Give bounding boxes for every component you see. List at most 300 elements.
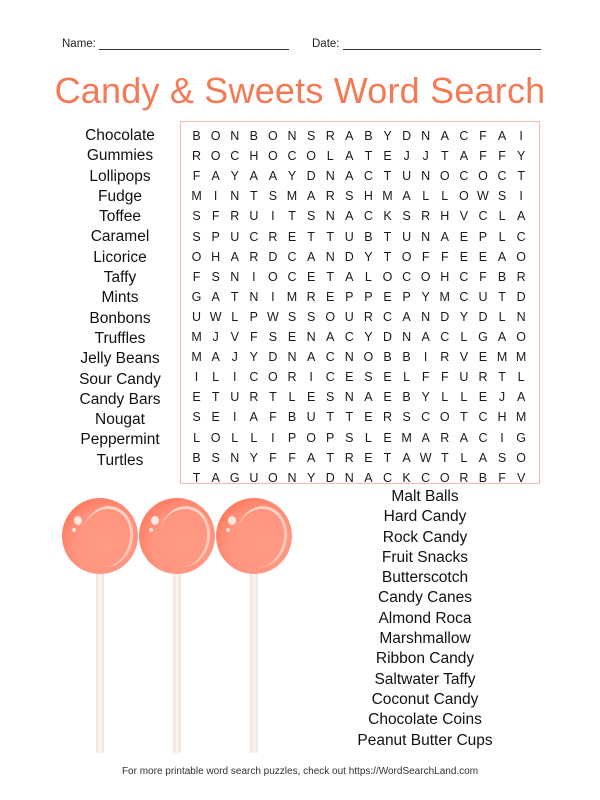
grid-cell[interactable]: R <box>478 370 488 385</box>
grid-cell[interactable]: A <box>326 330 335 344</box>
grid-cell[interactable]: S <box>211 269 220 284</box>
grid-cell[interactable]: R <box>421 209 431 224</box>
grid-cell[interactable]: E <box>306 269 316 284</box>
grid-cell[interactable]: F <box>479 149 487 164</box>
grid-cell[interactable]: D <box>325 470 335 485</box>
date-line[interactable] <box>343 39 541 50</box>
grid-cell[interactable]: S <box>287 309 297 324</box>
grid-cell[interactable]: C <box>249 229 259 244</box>
grid-cell[interactable]: L <box>231 309 239 324</box>
grid-cell[interactable]: L <box>403 370 411 385</box>
grid-cell[interactable]: F <box>440 249 449 264</box>
grid-cell[interactable]: V <box>230 330 239 344</box>
grid-cell[interactable]: O <box>420 269 431 284</box>
grid-cell[interactable]: T <box>326 229 335 244</box>
grid-cell[interactable]: M <box>439 289 450 304</box>
grid-cell[interactable]: F <box>479 269 487 284</box>
grid-cell[interactable]: I <box>500 430 504 445</box>
date-field[interactable] <box>312 38 541 50</box>
grid-cell[interactable]: A <box>249 169 258 184</box>
grid-cell[interactable]: L <box>460 330 468 344</box>
grid-cell[interactable]: D <box>306 169 316 184</box>
grid-cell[interactable]: P <box>402 289 411 304</box>
grid-cell[interactable]: O <box>458 189 469 204</box>
grid-cell[interactable]: R <box>192 149 202 164</box>
grid-cell[interactable]: S <box>497 189 507 204</box>
grid-cell[interactable]: S <box>211 450 220 465</box>
grid-cell[interactable]: L <box>498 309 506 324</box>
grid-cell[interactable]: Y <box>516 149 526 164</box>
grid-cell[interactable]: C <box>478 209 488 224</box>
grid-cell[interactable]: P <box>249 309 258 324</box>
grid-cell[interactable]: M <box>191 350 202 365</box>
grid-cell[interactable]: K <box>383 209 392 224</box>
grid-cell[interactable]: S <box>306 209 316 224</box>
grid-cell[interactable]: S <box>268 330 278 344</box>
grid-cell[interactable]: E <box>459 229 469 244</box>
grid-cell[interactable]: N <box>230 189 240 204</box>
grid-cell[interactable]: A <box>230 249 239 264</box>
grid-cell[interactable]: N <box>230 269 240 284</box>
grid-cell[interactable]: S <box>345 189 354 204</box>
grid-cell[interactable]: A <box>497 129 507 143</box>
grid-cell[interactable]: O <box>210 430 221 445</box>
grid-cell[interactable]: E <box>459 249 469 264</box>
grid-cell[interactable]: T <box>211 390 220 405</box>
grid-cell[interactable]: H <box>249 149 259 164</box>
grid-cell[interactable]: Y <box>249 450 258 465</box>
grid-cell[interactable]: A <box>440 129 449 143</box>
grid-cell[interactable]: J <box>422 149 429 164</box>
grid-cell[interactable]: R <box>249 249 259 264</box>
grid-cell[interactable]: E <box>287 330 297 344</box>
grid-cell[interactable]: R <box>363 309 373 324</box>
grid-cell[interactable]: N <box>421 129 431 143</box>
grid-cell[interactable]: F <box>250 330 258 344</box>
grid-cell[interactable]: R <box>382 410 392 425</box>
grid-cell[interactable]: F <box>269 450 277 465</box>
grid-cell[interactable]: J <box>231 350 238 365</box>
grid-cell[interactable]: T <box>288 209 296 224</box>
grid-cell[interactable]: M <box>286 289 298 304</box>
grid-cell[interactable]: I <box>194 370 199 385</box>
grid-cell[interactable]: E <box>326 289 335 304</box>
grid-cell[interactable]: E <box>287 229 297 244</box>
grid-cell[interactable]: B <box>249 129 258 143</box>
grid-cell[interactable]: N <box>249 289 259 304</box>
grid-cell[interactable]: G <box>191 289 202 304</box>
grid-cell[interactable]: B <box>402 390 411 405</box>
grid-cell[interactable]: A <box>345 269 354 284</box>
grid-cell[interactable]: A <box>421 430 430 445</box>
grid-cell[interactable]: A <box>516 390 526 405</box>
grid-cell[interactable]: Y <box>421 390 430 405</box>
grid-cell[interactable]: R <box>344 450 354 465</box>
grid-cell[interactable]: A <box>402 309 411 324</box>
grid-cell[interactable]: J <box>498 390 506 405</box>
grid-cell[interactable]: E <box>383 430 392 445</box>
grid-cell[interactable]: A <box>345 149 354 164</box>
grid-cell[interactable]: I <box>252 269 256 284</box>
grid-cell[interactable]: O <box>478 169 488 184</box>
grid-cell[interactable]: E <box>345 370 354 385</box>
grid-cell[interactable]: V <box>459 209 469 224</box>
grid-cell[interactable]: R <box>459 470 469 485</box>
grid-cell[interactable]: O <box>325 309 336 324</box>
grid-cell[interactable]: I <box>271 430 275 445</box>
grid-cell[interactable]: A <box>364 390 373 405</box>
grid-cell[interactable]: F <box>421 370 430 385</box>
grid-cell[interactable]: R <box>325 189 335 204</box>
grid-cell[interactable]: I <box>519 129 523 143</box>
grid-cell[interactable]: B <box>497 269 507 284</box>
grid-cell[interactable]: D <box>344 249 354 264</box>
grid-cell[interactable]: L <box>498 209 506 224</box>
grid-cell[interactable]: T <box>383 450 392 465</box>
grid-cell[interactable]: S <box>192 209 201 224</box>
grid-cell[interactable]: L <box>250 430 258 445</box>
grid-cell[interactable]: A <box>268 169 278 184</box>
grid-cell[interactable]: E <box>478 350 488 365</box>
grid-cell[interactable]: C <box>325 350 335 365</box>
grid-cell[interactable]: E <box>383 390 392 405</box>
grid-cell[interactable]: O <box>516 450 526 465</box>
grid-cell[interactable]: O <box>268 470 278 485</box>
grid-cell[interactable]: T <box>517 169 525 184</box>
grid-cell[interactable]: N <box>287 470 297 485</box>
grid-cell[interactable]: V <box>516 470 526 485</box>
grid-cell[interactable]: M <box>515 410 527 425</box>
grid-cell[interactable]: I <box>232 410 237 425</box>
grid-cell[interactable]: O <box>439 470 450 485</box>
grid-cell[interactable]: U <box>344 229 354 244</box>
grid-cell[interactable]: C <box>402 269 412 284</box>
grid-cell[interactable]: A <box>516 209 526 224</box>
grid-cell[interactable]: C <box>325 370 335 385</box>
grid-cell[interactable]: N <box>287 350 297 365</box>
grid-cell[interactable]: M <box>496 350 508 365</box>
grid-cell[interactable]: I <box>271 209 275 224</box>
grid-cell[interactable]: T <box>326 269 335 284</box>
grid-cell[interactable]: O <box>210 129 221 143</box>
grid-cell[interactable]: A <box>497 330 507 344</box>
grid-cell[interactable]: A <box>249 410 258 425</box>
grid-cell[interactable]: I <box>232 370 237 385</box>
grid-cell[interactable]: Y <box>364 249 373 264</box>
grid-cell[interactable]: S <box>192 229 201 244</box>
grid-cell[interactable]: W <box>419 450 432 465</box>
grid-cell[interactable]: T <box>269 390 277 405</box>
grid-cell[interactable]: F <box>192 169 201 184</box>
grid-cell[interactable]: S <box>402 410 411 425</box>
grid-cell[interactable]: E <box>364 410 373 425</box>
grid-cell[interactable]: Y <box>249 350 258 365</box>
grid-cell[interactable]: F <box>440 370 449 385</box>
grid-cell[interactable]: A <box>211 169 220 184</box>
grid-cell[interactable]: B <box>364 229 373 244</box>
grid-cell[interactable]: O <box>516 249 526 264</box>
grid-cell[interactable]: B <box>192 129 201 143</box>
grid-cell[interactable]: C <box>363 209 373 224</box>
grid-cell[interactable]: C <box>478 410 488 425</box>
name-line[interactable] <box>99 39 289 50</box>
grid-cell[interactable]: R <box>230 209 240 224</box>
grid-cell[interactable]: L <box>193 430 201 445</box>
grid-cell[interactable]: M <box>515 350 527 365</box>
grid-cell[interactable]: O <box>306 430 316 445</box>
grid-cell[interactable]: L <box>326 149 334 164</box>
grid-cell[interactable]: N <box>402 330 412 344</box>
grid-cell[interactable]: C <box>478 430 488 445</box>
grid-cell[interactable]: N <box>230 129 240 143</box>
grid-cell[interactable]: R <box>440 430 450 445</box>
grid-cell[interactable]: S <box>402 209 411 224</box>
grid-cell[interactable]: L <box>212 370 220 385</box>
grid-cell[interactable]: A <box>459 430 469 445</box>
grid-cell[interactable]: E <box>478 390 488 405</box>
grid-cell[interactable]: T <box>440 149 449 164</box>
grid-cell[interactable]: B <box>402 350 411 365</box>
grid-cell[interactable]: S <box>192 410 201 425</box>
grid-cell[interactable]: H <box>211 249 221 264</box>
grid-cell[interactable]: O <box>439 410 450 425</box>
grid-cell[interactable]: U <box>306 410 316 425</box>
grid-cell[interactable]: T <box>460 410 468 425</box>
grid-cell[interactable]: R <box>440 350 450 365</box>
grid-cell[interactable]: O <box>439 169 450 184</box>
grid-cell[interactable]: S <box>364 370 373 385</box>
grid-cell[interactable]: I <box>309 370 313 385</box>
grid-cell[interactable]: D <box>440 309 450 324</box>
grid-cell[interactable]: W <box>267 309 279 324</box>
grid-cell[interactable]: F <box>498 149 506 164</box>
grid-cell[interactable]: D <box>402 129 412 143</box>
grid-cell[interactable]: C <box>363 169 373 184</box>
grid-cell[interactable]: C <box>459 129 469 143</box>
grid-cell[interactable]: O <box>382 269 393 284</box>
grid-cell[interactable]: D <box>268 249 278 264</box>
grid-cell[interactable]: D <box>478 309 488 324</box>
grid-cell[interactable]: F <box>211 209 220 224</box>
grid-cell[interactable]: F <box>498 470 506 485</box>
grid-cell[interactable]: K <box>402 470 411 485</box>
grid-cell[interactable]: A <box>364 470 373 485</box>
grid-cell[interactable]: D <box>516 289 526 304</box>
grid-cell[interactable]: A <box>345 169 354 184</box>
grid-cell[interactable]: O <box>516 330 526 344</box>
grid-cell[interactable]: Y <box>364 330 373 344</box>
grid-cell[interactable]: L <box>364 430 372 445</box>
grid-cell[interactable]: A <box>459 149 469 164</box>
grid-cell[interactable]: S <box>345 430 354 445</box>
grid-cell[interactable]: T <box>383 229 392 244</box>
grid-cell[interactable]: I <box>213 189 218 204</box>
grid-cell[interactable]: J <box>403 149 410 164</box>
grid-cell[interactable]: E <box>383 289 392 304</box>
grid-cell[interactable]: L <box>441 189 449 204</box>
grid-cell[interactable]: O <box>210 149 221 164</box>
grid-cell[interactable]: C <box>459 269 469 284</box>
grid-cell[interactable]: A <box>211 470 220 485</box>
grid-cell[interactable]: F <box>479 129 487 143</box>
grid-cell[interactable]: L <box>460 390 468 405</box>
grid-cell[interactable]: N <box>421 229 431 244</box>
grid-cell[interactable]: L <box>288 390 296 405</box>
grid-cell[interactable]: A <box>306 249 316 264</box>
grid-cell[interactable]: C <box>287 269 297 284</box>
grid-cell[interactable]: D <box>382 330 392 344</box>
grid-cell[interactable]: A <box>440 229 449 244</box>
grid-cell[interactable]: E <box>211 410 220 425</box>
grid-cell[interactable]: E <box>383 370 392 385</box>
grid-cell[interactable]: T <box>192 470 201 485</box>
grid-cell[interactable]: U <box>459 370 469 385</box>
grid-cell[interactable]: R <box>306 289 316 304</box>
grid-cell[interactable]: L <box>441 390 449 405</box>
grid-cell[interactable]: F <box>288 450 296 465</box>
grid-cell[interactable]: S <box>326 390 335 405</box>
grid-cell[interactable]: A <box>211 289 220 304</box>
grid-cell[interactable]: P <box>211 229 220 244</box>
grid-cell[interactable]: S <box>306 309 316 324</box>
grid-cell[interactable]: N <box>230 450 240 465</box>
grid-cell[interactable]: A <box>345 209 354 224</box>
grid-cell[interactable]: P <box>345 289 354 304</box>
grid-cell[interactable]: T <box>326 410 335 425</box>
grid-cell[interactable]: B <box>192 450 201 465</box>
grid-cell[interactable]: U <box>249 470 259 485</box>
grid-cell[interactable]: B <box>478 470 488 485</box>
grid-cell[interactable]: C <box>440 330 450 344</box>
grid-cell[interactable]: H <box>363 189 373 204</box>
grid-cell[interactable]: C <box>287 149 297 164</box>
grid-cell[interactable]: M <box>191 189 202 204</box>
grid-cell[interactable]: C <box>230 149 240 164</box>
grid-cell[interactable]: U <box>402 229 412 244</box>
grid-cell[interactable]: B <box>287 410 297 425</box>
grid-cell[interactable]: U <box>192 309 202 324</box>
grid-cell[interactable]: C <box>382 309 392 324</box>
grid-cell[interactable]: E <box>306 390 316 405</box>
grid-cell[interactable]: O <box>191 249 202 264</box>
grid-cell[interactable]: B <box>364 129 373 143</box>
grid-cell[interactable]: Y <box>383 129 392 143</box>
grid-cell[interactable]: C <box>382 470 392 485</box>
grid-cell[interactable]: W <box>477 189 489 204</box>
grid-cell[interactable]: L <box>231 430 239 445</box>
grid-cell[interactable]: A <box>402 189 411 204</box>
grid-cell[interactable]: I <box>423 350 428 365</box>
grid-cell[interactable]: E <box>478 249 488 264</box>
grid-cell[interactable]: Y <box>287 169 297 184</box>
grid-cell[interactable]: N <box>344 390 354 405</box>
grid-cell[interactable]: P <box>364 289 373 304</box>
grid-cell[interactable]: G <box>229 470 240 485</box>
grid-cell[interactable]: H <box>497 410 507 425</box>
grid-cell[interactable]: L <box>498 229 506 244</box>
grid-cell[interactable]: R <box>268 229 278 244</box>
grid-cell[interactable]: S <box>497 450 507 465</box>
grid-cell[interactable]: N <box>325 169 335 184</box>
grid-cell[interactable]: L <box>422 189 430 204</box>
grid-cell[interactable]: O <box>268 129 278 143</box>
grid-cell[interactable]: N <box>306 330 316 344</box>
grid-cell[interactable]: T <box>307 229 315 244</box>
grid-cell[interactable]: R <box>249 390 259 405</box>
grid-cell[interactable]: D <box>268 350 278 365</box>
grid-cell[interactable]: Y <box>306 470 316 485</box>
grid-cell[interactable]: A <box>421 330 430 344</box>
grid-cell[interactable]: O <box>306 149 316 164</box>
grid-cell[interactable]: G <box>478 330 488 344</box>
grid-cell[interactable]: C <box>421 470 431 485</box>
grid-cell[interactable]: N <box>421 169 431 184</box>
grid-cell[interactable]: L <box>364 269 372 284</box>
grid-cell[interactable]: T <box>498 370 506 385</box>
grid-cell[interactable]: S <box>306 129 316 143</box>
grid-cell[interactable]: T <box>250 189 258 204</box>
grid-cell[interactable]: Y <box>459 309 469 324</box>
grid-cell[interactable]: R <box>287 370 297 385</box>
grid-cell[interactable]: T <box>498 289 506 304</box>
grid-cell[interactable]: F <box>421 249 430 264</box>
grid-cell[interactable]: U <box>230 390 240 405</box>
grid-cell[interactable]: H <box>440 209 450 224</box>
grid-cell[interactable]: E <box>383 149 392 164</box>
grid-cell[interactable]: C <box>421 410 431 425</box>
grid-cell[interactable]: M <box>382 189 393 204</box>
grid-cell[interactable]: T <box>440 450 449 465</box>
grid-cell[interactable]: L <box>517 370 525 385</box>
grid-cell[interactable]: O <box>363 350 374 365</box>
grid-cell[interactable]: T <box>364 149 373 164</box>
grid-cell[interactable]: N <box>421 309 431 324</box>
grid-cell[interactable]: H <box>440 269 450 284</box>
grid-cell[interactable]: Y <box>230 169 239 184</box>
grid-cell[interactable]: P <box>326 430 335 445</box>
grid-cell[interactable]: M <box>286 189 298 204</box>
grid-cell[interactable]: E <box>192 390 201 405</box>
grid-cell[interactable]: C <box>344 330 354 344</box>
grid-cell[interactable]: N <box>325 249 335 264</box>
grid-cell[interactable]: U <box>344 309 354 324</box>
grid-cell[interactable]: C <box>516 229 526 244</box>
grid-cell[interactable]: A <box>345 129 354 143</box>
grid-cell[interactable]: P <box>287 430 297 445</box>
grid-cell[interactable]: T <box>383 169 392 184</box>
grid-cell[interactable]: U <box>402 169 412 184</box>
grid-cell[interactable]: M <box>191 330 202 344</box>
grid-cell[interactable]: L <box>460 450 468 465</box>
grid-cell[interactable]: N <box>287 129 297 143</box>
grid-cell[interactable]: O <box>401 249 412 264</box>
grid-cell[interactable]: T <box>383 249 392 264</box>
grid-cell[interactable]: R <box>325 129 335 143</box>
grid-cell[interactable]: A <box>306 450 316 465</box>
grid-cell[interactable]: P <box>478 229 488 244</box>
grid-cell[interactable]: R <box>516 269 526 284</box>
grid-cell[interactable]: A <box>211 350 220 365</box>
grid-cell[interactable]: N <box>516 309 526 324</box>
grid-cell[interactable]: A <box>402 450 411 465</box>
grid-cell[interactable]: O <box>268 370 278 385</box>
grid-cell[interactable]: F <box>192 269 201 284</box>
grid-cell[interactable]: J <box>212 330 219 344</box>
grid-cell[interactable]: N <box>344 350 354 365</box>
grid-cell[interactable]: U <box>249 209 259 224</box>
grid-cell[interactable]: A <box>497 249 507 264</box>
grid-cell[interactable]: C <box>459 169 469 184</box>
